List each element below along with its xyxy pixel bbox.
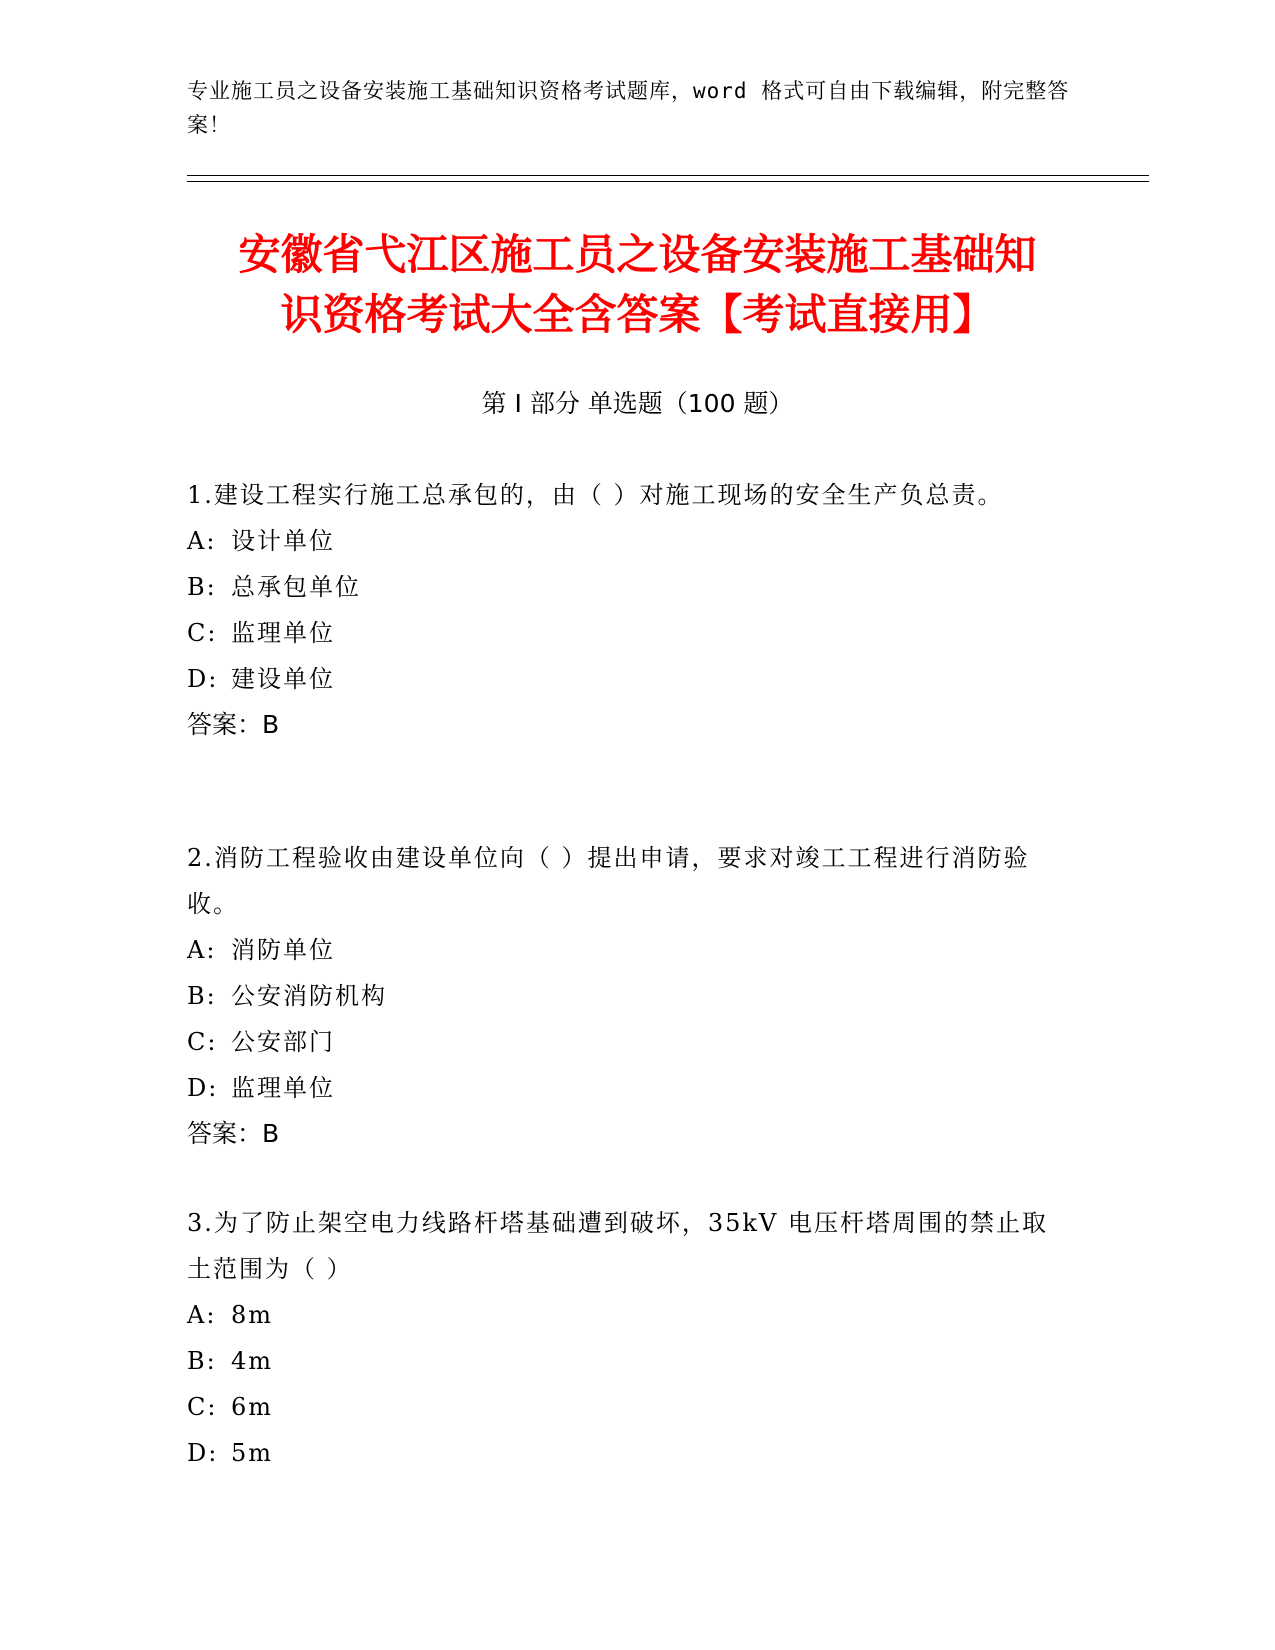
header-divider-top <box>187 175 1149 176</box>
option-key: A: <box>187 527 217 555</box>
option-key: A: <box>187 1301 217 1329</box>
document-title <box>150 225 1125 345</box>
option-d <box>187 1065 1067 1111</box>
option-a <box>187 1292 1067 1338</box>
option-text: 总承包单位 <box>231 573 361 601</box>
option-a <box>187 518 1067 564</box>
option-c <box>187 1019 1067 1065</box>
option-b <box>187 973 1067 1019</box>
option-key: C: <box>187 1028 218 1056</box>
question-stem: 2.消防工程验收由建设单位向（ ）提出申请，要求对竣工工程进行消防验收。 <box>187 844 1030 918</box>
question-stem: 1.建设工程实行施工总承包的，由（ ）对施工现场的安全生产负总责。 <box>187 481 1004 509</box>
section-heading: 第 I 部分 单选题（100 题） <box>481 389 794 418</box>
option-key: A: <box>187 936 217 964</box>
option-d <box>187 656 1067 702</box>
option-key: B: <box>187 1347 217 1375</box>
answer: 答案：B <box>187 710 280 739</box>
document-title-line-2: 识资格考试大全含答案【考试直接用】 <box>280 290 995 339</box>
option-a <box>187 927 1067 973</box>
answer: 答案：B <box>187 1119 280 1148</box>
question-2 <box>187 835 1067 1157</box>
option-text: 监理单位 <box>231 1074 335 1102</box>
option-text: 公安消防机构 <box>231 982 387 1010</box>
option-text: 建设单位 <box>231 665 335 693</box>
option-text: 设计单位 <box>231 527 335 555</box>
option-c <box>187 610 1067 656</box>
option-text: 公安部门 <box>231 1028 335 1056</box>
option-key: B: <box>187 982 217 1010</box>
option-c <box>187 1384 1067 1430</box>
option-text: 消防单位 <box>231 936 335 964</box>
option-text: 5m <box>231 1439 274 1467</box>
question-3 <box>187 1200 1067 1476</box>
question-1 <box>187 472 1067 748</box>
option-d <box>187 1430 1067 1476</box>
option-key: C: <box>187 619 218 647</box>
option-text: 8m <box>231 1301 274 1329</box>
option-b <box>187 1338 1067 1384</box>
document-title-line-1: 安徽省弋江区施工员之设备安装施工基础知 <box>238 230 1037 279</box>
question-stem: 3.为了防止架空电力线路杆塔基础遭到破坏，35kV 电压杆塔周围的禁止取土范围为（ ） <box>187 1209 1048 1283</box>
header-note: 专业施工员之设备安装施工基础知识资格考试题库，word 格式可自由下载编辑，附完整答案！ <box>187 79 1070 137</box>
option-text: 6m <box>231 1393 274 1421</box>
option-key: D: <box>187 1074 219 1102</box>
header-divider-bottom <box>187 181 1149 182</box>
option-text: 4m <box>231 1347 274 1375</box>
option-key: D: <box>187 665 219 693</box>
option-b <box>187 564 1067 610</box>
option-key: B: <box>187 573 217 601</box>
option-text: 监理单位 <box>231 619 335 647</box>
option-key: C: <box>187 1393 218 1421</box>
option-key: D: <box>187 1439 219 1467</box>
